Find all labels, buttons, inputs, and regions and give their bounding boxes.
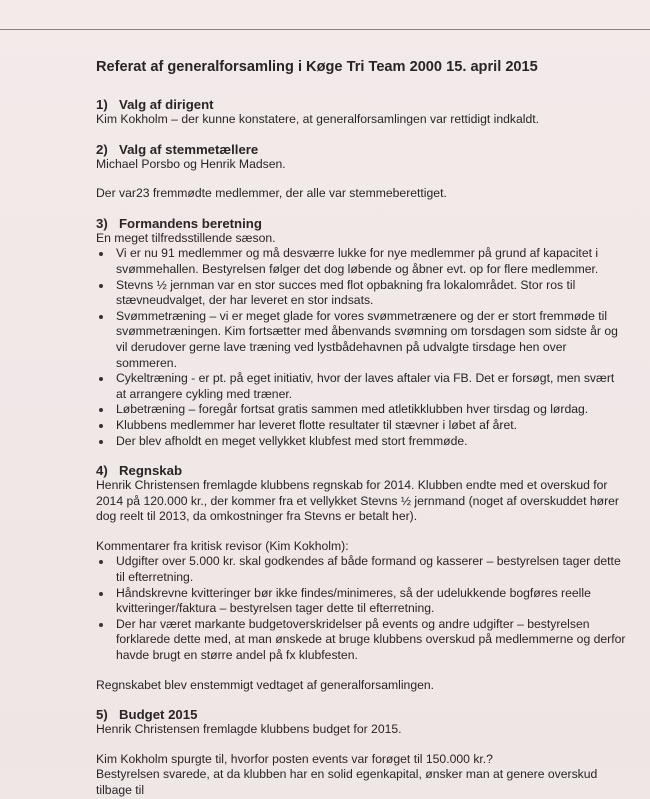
section-title: Formandens beretning [119,215,262,231]
list-item: Cykeltræning - er pt. på eget initiativ, hvor der laves aftaler via FB. Det er forsøgt, men svært at arrangere cykling med træner. [96,371,626,402]
paragraph: Regnskabet blev enstemmigt vedtaget af generalforsamlingen. [96,677,435,692]
section-number: 5) [96,707,108,723]
paragraph: Der var23 fremmødte medlemmer, der alle var stemmeberettiget. [96,186,447,201]
section-number: 1) [96,97,108,112]
section-number: 4) [96,463,108,479]
scan-edge-line [0,29,650,30]
bullet-list [96,246,626,449]
list-item: Klubbens medlemmer har leveret flotte resultater til stævner i løbet af året. [96,418,626,434]
section-title: Valg af stemmetællere [119,141,259,157]
document-title: Referat af generalforsamling i Køge Tri Team 2000 15. april 2015 [96,59,538,75]
section-heading-1 [96,97,626,112]
paragraph: Kommentarer fra kritisk revisor (Kim Kokholm): [96,538,349,553]
spacer [96,128,626,142]
spacer [96,202,626,216]
paragraph: En meget tilfredsstillende sæson. [96,230,276,245]
spacer [96,449,626,463]
paragraph: Bestyrelsen svarede, at da klubben har en solid egenkapital, ønsker man at genere overskud tilbage til [96,767,598,797]
spacer [96,525,626,539]
spacer [96,664,626,678]
section-heading-3 [96,216,626,231]
spacer [96,738,626,752]
spacer [96,172,626,186]
paragraph: Henrik Christensen fremlagde klubbens budget for 2015. [96,722,402,737]
paragraph: Henrik Christensen fremlagde klubbens regnskab for 2014. Klubben endte med et overskud for 2014 på 120.000 kr., der kommer fra et vellykket Stevns ½ jernmand (noget af overskuddet hører dog reelt til 2013, da omkostninger fra Stevns er betalt her). [96,478,619,524]
list-item: Udgifter over 5.000 kr. skal godkendes af både formand og kasserer – bestyrelsen tager dette til efterretning. [96,554,626,585]
section-number: 2) [96,141,108,157]
section-title: Budget 2015 [119,707,198,723]
section-title: Valg af dirigent [119,97,214,112]
bullet-list [96,554,626,663]
section-heading-2 [96,142,626,157]
section-number: 3) [96,215,108,231]
section-title: Regnskab [119,463,183,479]
list-item: Vi er nu 91 medlemmer og må desværre lukke for nye medlemmer på grund af kapacitet i svømmehallen. Bestyrelsen følger det dog løbende og åbner evt. op for flere medlemmer. [96,246,626,277]
list-item: Der har været markante budgetoverskridelser på events og andre udgifter – bestyrelsen forklarede dette med, at man ønskede at bruge klubbens overskud på medlemmerne og derfor havde brugt en større andel på fx klubfesten. [96,617,626,664]
spacer [96,693,626,707]
paragraph: Kim Kokholm spurgte til, hvorfor posten events var forøget til 150.000 kr.? [96,751,493,766]
list-item: Håndskrevne kvitteringer bør ikke findes/minimeres, så der udelukkende bogføres reelle kvitteringer/faktura – bestyrelsen tager dette til efterretning. [96,586,626,617]
paragraph: Michael Porsbo og Henrik Madsen. [96,156,286,171]
list-item: Svømmetræning – vi er meget glade for vores svømmetrænere og der er stort fremmøde til svømmetræningen. Kim fortsætter med åbenvands svømning om torsdagen som sidste år og vil derudover gerne lave træning ved lystbådehavnen på udvalgte tirsdage hen over sommeren. [96,309,626,371]
section-heading-5 [96,707,626,722]
list-item: Løbetræning – foregår fortsat gratis sammen med atletikklubben hver tirsdag og lørdag. [96,402,626,418]
section-heading-4 [96,463,626,478]
paragraph: Kim Kokholm – der kunne konstatere, at generalforsamlingen var rettidigt indkaldt. [96,112,540,126]
list-item: Stevns ½ jernman var en stor succes med flot opbakning fra lokalområdet. Stor ros til stævneudvalget, der har leveret en stor indsats. [96,278,626,309]
list-item: Der blev afholdt en meget vellykket klubfest med stort fremmøde. [96,434,626,450]
document-body [96,59,626,799]
